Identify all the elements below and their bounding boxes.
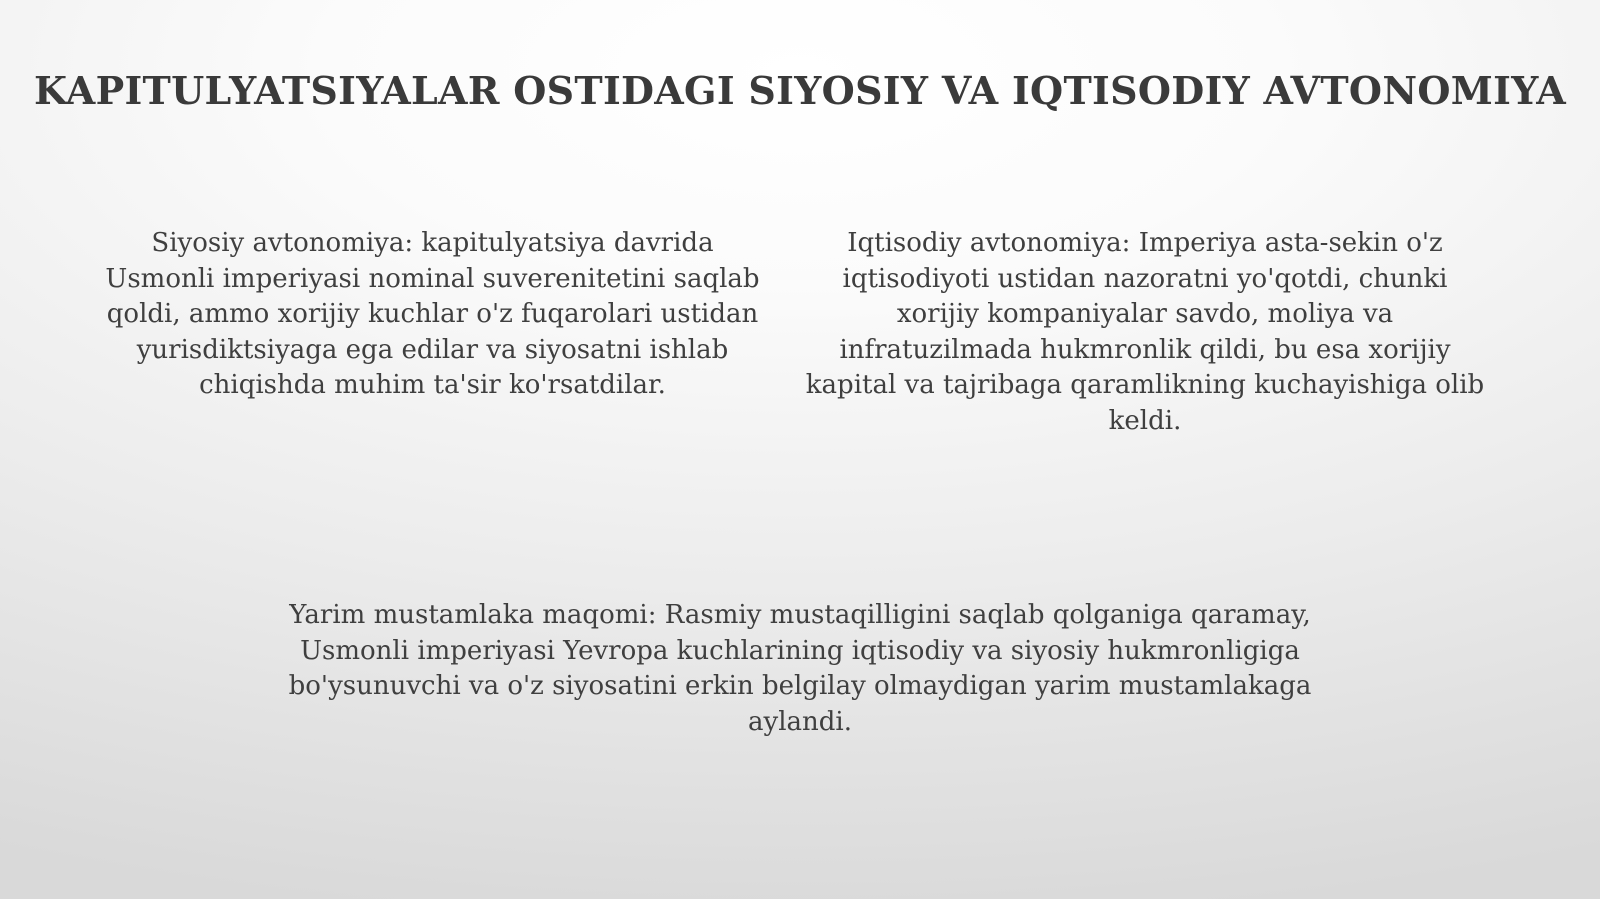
economic-autonomy-text: Iqtisodiy avtonomiya: Imperiya asta-sekin o'z iqtisodiyoti ustidan nazoratni yo'qotdi, chunki xorijiy kompaniyalar savdo, moliya va infratuzilmada hukmronlik qildi, bu esa xorijiy kapital va tajribaga qaramlikning kuchayishiga olib keldi. bbox=[805, 228, 1485, 436]
slide-title: KAPITULYATSIYALAR OSTIDAGI SIYOSIY VA IQTISODIY AVTONOMIYA bbox=[34, 68, 1566, 113]
semi-colonial-status-text: Yarim mustamlaka maqomi: Rasmiy mustaqilligini saqlab qolganiga qaramay, Usmonli imperiyasi Yevropa kuchlarining iqtisodiy va siyosiy hukmronligiga bo'ysunuvchi va o'z siyosatini erkin belgilay olmaydigan yarim mustamlakaga aylandi. bbox=[288, 600, 1312, 737]
political-autonomy-text: Siyosiy avtonomiya: kapitulyatsiya davrida Usmonli imperiyasi nominal suverenitetini saqlab qoldi, ammo xorijiy kuchlar o'z fuqarolari ustidan yurisdiktsiyaga ega edilar va siyosatni ishlab chiqishda muhim ta'sir ko'rsatdilar. bbox=[105, 228, 760, 400]
